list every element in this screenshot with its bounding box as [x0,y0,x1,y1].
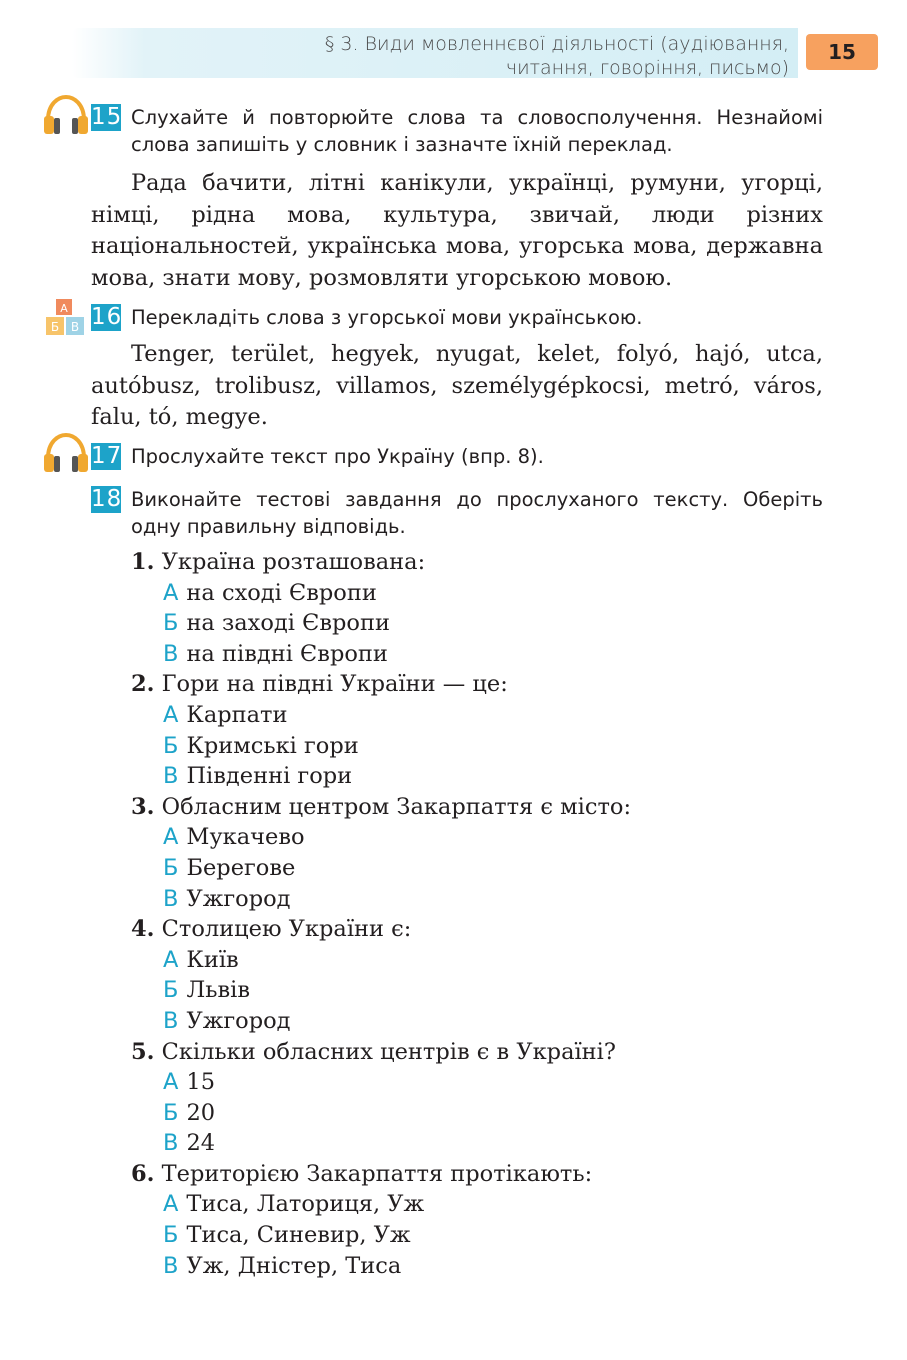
question-number: 2. [131,671,155,698]
question [131,547,831,578]
svg-text:Б: Б [50,320,60,334]
exercise-number-16: 16 [91,304,123,330]
answer-option[interactable] [131,1006,831,1037]
section-title [189,32,789,80]
option-text: Мукачево [186,824,305,851]
option-text: Тиса, Синевир, Уж [186,1222,411,1249]
option-letter: Б [163,1222,179,1249]
option-letter: В [163,1130,179,1157]
question [131,1037,831,1068]
option-letter: Б [163,732,179,759]
answer-option[interactable] [131,1220,831,1251]
option-letter: А [163,946,179,973]
answer-option[interactable] [131,884,831,915]
headphones-icon [42,94,90,138]
exercise-18-instruction: Виконайте тестові завдання до прослуханого тексту. Оберіть одну правильну відповідь. [131,488,823,538]
question [131,1159,831,1190]
question-number: 6. [131,1160,155,1187]
question-text: Територією Закарпаття протікають: [161,1160,593,1187]
option-text: Кримські гори [186,732,359,759]
svg-text:В: В [70,320,80,334]
option-text: Південні гори [186,763,353,790]
answer-option[interactable] [131,608,831,639]
option-letter: Б [163,1099,179,1126]
option-letter: В [163,763,179,790]
answer-option[interactable] [131,853,831,884]
option-letter: А [163,579,179,606]
option-letter: В [163,1007,179,1034]
question-number: 4. [131,916,155,943]
answer-option[interactable] [131,761,831,792]
option-letter: В [163,640,179,667]
option-letter: А [163,701,179,728]
question-text: Столицею України є: [161,916,412,943]
headphones-icon [42,432,90,476]
question-list [131,547,831,1281]
question-text: Україна розташована: [161,549,426,575]
section-title-line1: § 3. Види мовленнєвої діяльності (аудіювання, [324,33,789,55]
question-text: Обласним центром Закарпаття є місто: [161,793,632,820]
option-text: Львів [186,977,250,1004]
page-number: 15 [806,34,878,70]
answer-option[interactable] [131,1251,831,1282]
exercise-number-17: 17 [91,443,123,469]
question-text: Скільки обласних центрів є в Україні? [161,1038,616,1065]
option-letter: В [163,885,179,912]
exercise-17-instruction: Прослухайте текст про Україну (впр. 8). [131,445,544,468]
exercise-16-instruction: Перекладіть слова з угорської мови українською. [131,306,643,329]
question [131,792,831,823]
option-text: на півдні Європи [186,640,388,667]
exercise-15-instruction: Слухайте й повторюйте слова та словосполучення. Незнайомі слова запишіть у словник і зазначте їхній переклад. [131,106,823,156]
option-text: Київ [186,946,239,973]
option-text: 24 [186,1130,216,1157]
question [131,669,831,700]
answer-option[interactable] [131,1098,831,1129]
alphabet-blocks-icon [44,297,90,339]
option-letter: Б [163,610,179,637]
question-text: Гори на півдні України — це: [161,671,508,698]
answer-option[interactable] [131,1067,831,1098]
answer-option[interactable] [131,975,831,1006]
option-text: 20 [186,1099,216,1126]
option-letter: А [163,824,179,851]
svg-text:A: A [60,302,68,315]
answer-option[interactable] [131,1189,831,1220]
answer-option[interactable] [131,639,831,670]
option-text: Тиса, Латориця, Уж [186,1191,425,1218]
option-text: на сході Європи [186,579,377,606]
option-letter: А [163,1191,179,1218]
option-letter: Б [163,977,179,1004]
question-number: 3. [131,793,155,820]
option-letter: А [163,1069,179,1096]
option-text: Уж, Дністер, Тиса [186,1252,402,1279]
question-number: 5. [131,1038,155,1065]
option-text: на заході Європи [186,610,390,637]
answer-option[interactable] [131,822,831,853]
question-number: 1. [131,549,155,575]
exercise-16-text: Tenger, terület, hegyek, nyugat, kelet, folyó, hajó, utca, autóbusz, trolibusz, villamos, személygépkocsi, metró, város, falu, tó, megye. [91,341,823,430]
option-letter: Б [163,854,179,881]
exercise-15-text: Рада бачити, літні канікули, українці, румуни, угорці, німці, рідна мова, культура, звичай, люди різних національностей, українська мова, угорська мова, державна мова, знати мову, розмовляти угорською мовою. [91,170,823,291]
option-text: Карпати [186,701,288,728]
answer-option[interactable] [131,731,831,762]
option-text: Ужгород [186,1007,291,1034]
section-title-line2: читання, говоріння, письмо) [505,57,789,79]
answer-option[interactable] [131,1128,831,1159]
answer-option[interactable] [131,945,831,976]
option-letter: В [163,1252,179,1279]
exercise-number-18: 18 [91,486,123,512]
option-text: 15 [186,1069,216,1096]
option-text: Берегове [186,854,296,881]
option-text: Ужгород [186,885,291,912]
answer-option[interactable] [131,578,831,609]
question [131,914,831,945]
answer-option[interactable] [131,700,831,731]
exercise-number-15: 15 [91,104,123,130]
